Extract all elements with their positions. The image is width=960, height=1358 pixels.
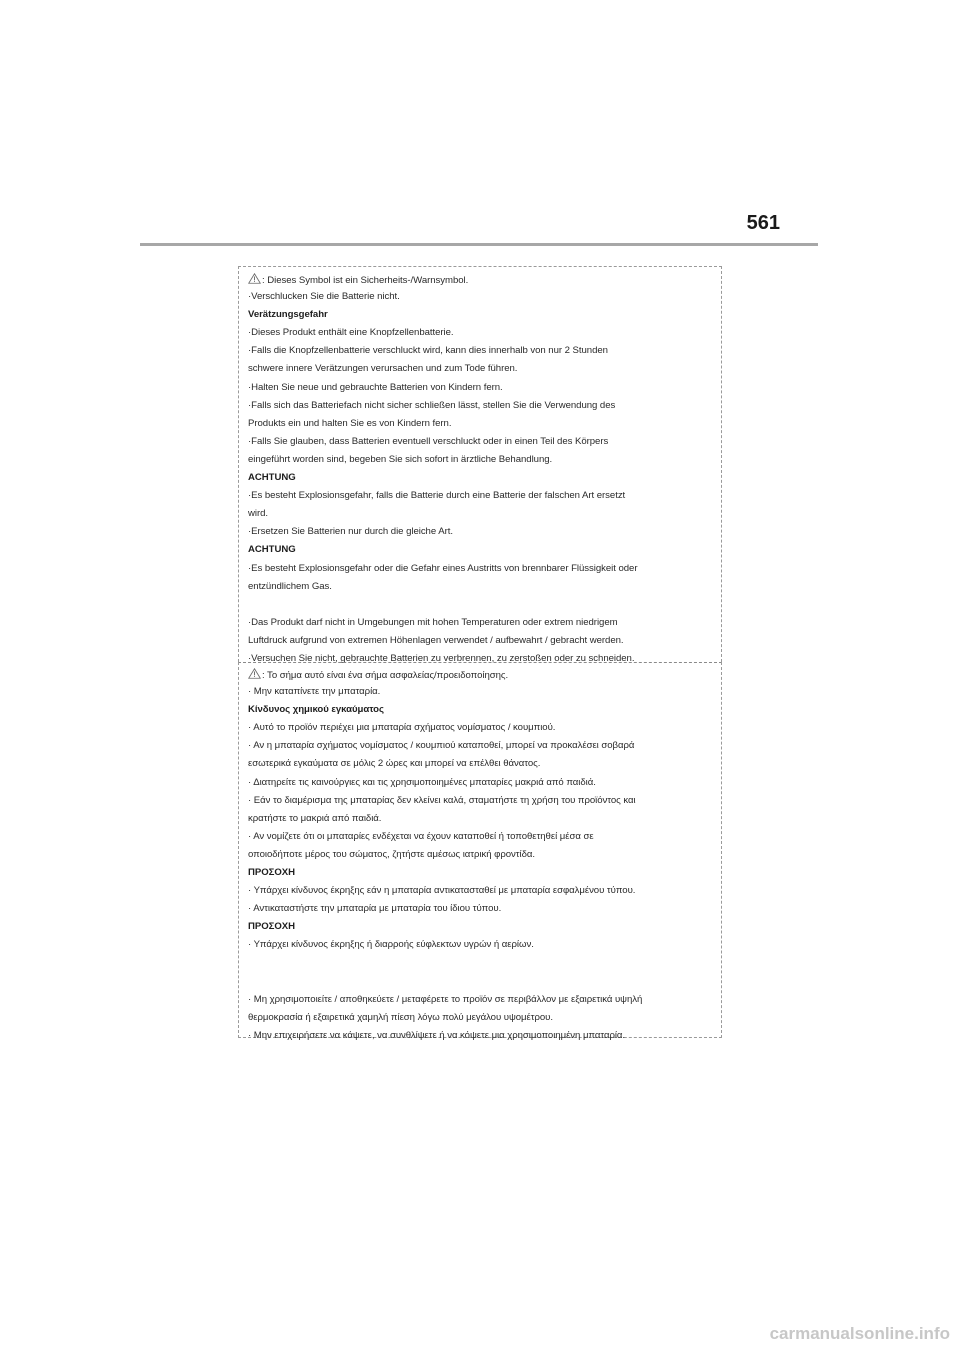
- line-text: Verätzungsgefahr: [248, 309, 328, 321]
- line-text: · Μην καταπίνετε την μπαταρία.: [248, 686, 381, 698]
- text-line: [248, 563, 713, 575]
- section-heading: [248, 544, 713, 556]
- text-line: [248, 273, 713, 285]
- line-text: · Αν η μπαταρία σχήματος νομίσματος / κουμπιού καταποθεί, μπορεί να προκαλέσει σοβαρά: [248, 740, 635, 752]
- text-line: [248, 903, 713, 915]
- warning-triangle-icon: [248, 273, 261, 284]
- section-heading: [248, 704, 713, 716]
- text-line: [248, 885, 713, 897]
- line-text: · Αν νομίζετε ότι οι μπαταρίες ενδέχεται να έχουν καταποθεί ή τοποθετηθεί μέσα σε: [248, 830, 594, 842]
- text-line: [248, 327, 713, 339]
- line-text: · Υπάρχει κίνδυνος έκρηξης ή διαρροής εύφλεκτων υγρών ή αερίων.: [248, 939, 534, 951]
- line-text: ·Verschlucken Sie die Batterie nicht.: [248, 291, 400, 303]
- line-text: : Το σήμα αυτό είναι ένα σήμα ασφαλείας/προειδοποίησης.: [262, 670, 509, 681]
- page-number: 561: [746, 212, 780, 234]
- text-line: [248, 490, 713, 502]
- line-text: · Αντικαταστήστε την μπαταρία με μπαταρία του ίδιου τύπου.: [248, 903, 502, 915]
- text-line: [248, 1012, 713, 1024]
- text-line: [248, 849, 713, 861]
- text-line: [248, 454, 713, 466]
- text-line: [248, 758, 713, 770]
- text-line: [248, 686, 713, 698]
- line-text: ·Halten Sie neue und gebrauchte Batterien von Kindern fern.: [248, 381, 503, 393]
- section-heading: [248, 921, 713, 933]
- line-text: ·Das Produkt darf nicht in Umgebungen mit hohen Temperaturen oder extrem niedrigem: [248, 616, 618, 628]
- text-line: [248, 722, 713, 734]
- line-text: Κίνδυνος χημικού εγκαύματος: [248, 704, 384, 716]
- section-heading: [248, 867, 713, 879]
- line-text: ACHTUNG: [248, 544, 296, 556]
- line-text: schwere innere Verätzungen verursachen und zum Tode führen.: [248, 363, 518, 375]
- text-line: [248, 617, 713, 629]
- text-line: [248, 508, 713, 520]
- text-line: [248, 581, 713, 593]
- line-text: ΠΡΟΣΟΧΗ: [248, 921, 295, 933]
- line-text: : Dieses Symbol ist ein Sicherheits-/Warnsymbol.: [262, 275, 469, 286]
- text-line: [248, 958, 713, 970]
- text-line: [248, 526, 713, 538]
- text-line: [248, 939, 713, 951]
- line-text: ACHTUNG: [248, 472, 296, 484]
- header-rule: [140, 243, 818, 246]
- text-line: [248, 976, 713, 988]
- text-line: [248, 436, 713, 448]
- text-line: [248, 668, 713, 680]
- line-text: · Μη χρησιμοποιείτε / αποθηκεύετε / μεταφέρετε το προϊόν σε περιβάλλον με εξαιρετικά υψηλή: [248, 993, 643, 1005]
- text-line: [248, 831, 713, 843]
- line-text: οποιοδήποτε μέρος του σώματος, ζητήστε αμέσως ιατρική φροντίδα.: [248, 848, 536, 860]
- text-line: [248, 599, 713, 611]
- line-text: κρατήστε το μακριά από παιδιά.: [248, 812, 382, 824]
- text-line: [248, 813, 713, 825]
- text-line: [248, 345, 713, 357]
- text-line: [248, 382, 713, 394]
- text-line: [248, 418, 713, 430]
- line-text: θερμοκρασία ή εξαιρετικά χαμηλή πίεση λόγω πολύ μεγάλου υψομέτρου.: [248, 1011, 553, 1023]
- line-text: ·Falls die Knopfzellenbatterie verschluckt wird, kann dies innerhalb von nur 2 Stunden: [248, 345, 608, 357]
- warning-triangle-icon: [248, 668, 261, 679]
- text-line: [248, 291, 713, 303]
- text-line: [248, 994, 713, 1006]
- line-text: Luftdruck aufgrund von extremen Höhenlagen verwendet / aufbewahrt / gebracht werden.: [248, 634, 624, 646]
- text-line: [248, 400, 713, 412]
- line-text: · Υπάρχει κίνδυνος έκρηξης εάν η μπαταρία αντικατασταθεί με μπαταρία εσφαλμένου τύπου.: [248, 885, 636, 897]
- line-text: · Μην επιχειρήσετε να κάψετε, να συνθλίψετε ή να κόψετε μια χρησιμοποιημένη μπαταρία.: [248, 1029, 626, 1041]
- line-text: ·Dieses Produkt enthält eine Knopfzellenbatterie.: [248, 327, 454, 339]
- line-text: εσωτερικά εγκαύματα σε μόλις 2 ώρες και μπορεί να επέλθει θάνατος.: [248, 758, 541, 770]
- line-text: ·Ersetzen Sie Batterien nur durch die gleiche Art.: [248, 526, 453, 538]
- german-warning-box: [238, 266, 722, 662]
- text-line: [248, 1030, 713, 1042]
- line-text: ·Falls sich das Batteriefach nicht sicher schließen lässt, stellen Sie die Verwendung des: [248, 399, 616, 411]
- text-line: [248, 777, 713, 789]
- line-text: ·Es besteht Explosionsgefahr, falls die Batterie durch eine Batterie der falschen Art ersetzt: [248, 490, 626, 502]
- watermark: carmanualsonline.info: [769, 1324, 950, 1343]
- line-text: ·Versuchen Sie nicht, gebrauchte Batterien zu verbrennen, zu zerstoßen oder zu schneiden.: [248, 652, 635, 664]
- section-heading: [248, 309, 713, 321]
- line-text: eingeführt worden sind, begeben Sie sich sofort in ärztliche Behandlung.: [248, 453, 553, 465]
- line-text: · Εάν το διαμέρισμα της μπαταρίας δεν κλείνει καλά, σταματήστε τη χρήση του προϊόντος και: [248, 794, 636, 806]
- line-text: ·Es besteht Explosionsgefahr oder die Gefahr eines Austritts von brennbarer Flüssigkeit oder: [248, 562, 638, 574]
- greek-warning-box: [238, 662, 722, 1041]
- text-line: [248, 740, 713, 752]
- text-line: [248, 635, 713, 647]
- line-text: wird.: [248, 508, 269, 520]
- line-text: Produkts ein und halten Sie es von Kindern fern.: [248, 417, 452, 429]
- line-text: entzündlichem Gas.: [248, 580, 332, 592]
- text-line: [248, 363, 713, 375]
- line-text: ·Falls Sie glauben, dass Batterien eventuell verschluckt oder in einen Teil des Körpers: [248, 435, 609, 447]
- section-heading: [248, 472, 713, 484]
- text-line: [248, 795, 713, 807]
- line-text: ΠΡΟΣΟΧΗ: [248, 867, 295, 879]
- line-text: · Αυτό το προϊόν περιέχει μια μπαταρία σχήματος νομίσματος / κουμπιού.: [248, 722, 556, 734]
- line-text: · Διατηρείτε τις καινούργιες και τις χρησιμοποιημένες μπαταρίες μακριά από παιδιά.: [248, 776, 596, 788]
